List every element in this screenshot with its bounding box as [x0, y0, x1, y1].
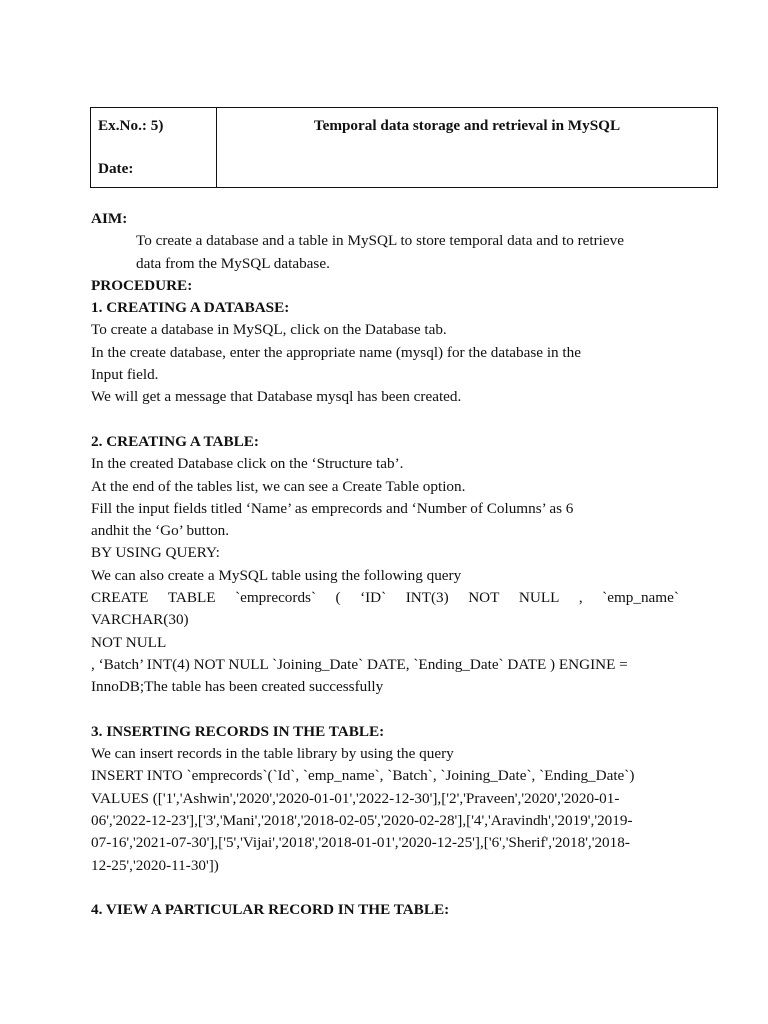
paragraph-line: Fill the input fields titled ‘Name’ as emprecords and ‘Number of Columns’ as 6	[91, 499, 574, 517]
exercise-date-label: Date:	[98, 160, 134, 177]
paragraph-line: In the created Database click on the ‘Structure tab’.	[91, 455, 404, 473]
procedure-heading: PROCEDURE:	[91, 276, 193, 294]
create-query-justified-line	[91, 587, 679, 609]
document-body	[91, 208, 721, 922]
query-subheading: BY USING QUERY:	[91, 544, 220, 562]
paragraph-line: Input field.	[91, 366, 159, 384]
aim-heading: AIM:	[91, 210, 128, 227]
query-word: ,	[578, 589, 583, 607]
query-word: NOT	[468, 589, 500, 607]
query-line: 12-25','2020-11-30'])	[91, 856, 219, 874]
paragraph-line: At the end of the tables list, we can see a Create Table option.	[91, 477, 466, 495]
query-line: 06','2022-12-23'],['3','Mani','2018','2018-02-05','2020-02-28'],['4','Aravindh','2019','2019-	[91, 812, 633, 830]
exercise-number: Ex.No.: 5)	[98, 117, 164, 134]
section-2-heading: 2. CREATING A TABLE:	[91, 432, 259, 450]
header-left-cell	[91, 108, 217, 187]
query-word: INT(3)	[405, 589, 449, 607]
query-line: 07-16','2021-07-30'],['5','Vijai','2018','2018-01-01','2020-12-25'],['6','Sherif','2018','2018-	[91, 834, 630, 852]
exercise-title: Temporal data storage and retrieval in MySQL	[313, 117, 621, 134]
paragraph-line: andhit the ‘Go’ button.	[91, 522, 230, 540]
query-line: InnoDB;The table has been created successfully	[91, 678, 384, 696]
query-line: VARCHAR(30)	[91, 611, 189, 629]
section-3-heading: 3. INSERTING RECORDS IN THE TABLE:	[91, 722, 385, 740]
section-4-heading: 4. VIEW A PARTICULAR RECORD IN THE TABLE:	[91, 901, 450, 919]
paragraph-spacer	[91, 699, 721, 721]
paragraph-spacer	[91, 409, 721, 431]
aim-text-line: data from the MySQL database.	[136, 254, 330, 272]
paragraph-line: We can insert records in the table library by using the query	[91, 745, 454, 763]
query-word: `emprecords`	[235, 589, 317, 607]
query-word: CREATE	[91, 589, 149, 607]
query-line: , ‘Batch’ INT(4) NOT NULL `Joining_Date` DATE, `Ending_Date` DATE ) ENGINE =	[91, 655, 628, 673]
query-line: NOT NULL	[91, 633, 167, 651]
paragraph-line: In the create database, enter the appropriate name (mysql) for the database in the	[91, 343, 581, 361]
query-line: INSERT INTO `emprecords`(`Id`, `emp_name`, `Batch`, `Joining_Date`, `Ending_Date`)	[91, 767, 635, 785]
query-word: (	[335, 589, 341, 607]
header-right-cell	[217, 108, 717, 187]
exercise-header-table	[90, 107, 718, 188]
paragraph-spacer	[91, 877, 721, 899]
aim-text-line: To create a database and a table in MySQL to store temporal data and to retrieve	[136, 232, 624, 250]
paragraph-line: We can also create a MySQL table using the following query	[91, 566, 462, 584]
query-word: `emp_name`	[602, 589, 679, 607]
query-word: TABLE	[167, 589, 216, 607]
paragraph-line: To create a database in MySQL, click on the Database tab.	[91, 321, 447, 339]
paragraph-line: We will get a message that Database mysql has been created.	[91, 388, 462, 406]
section-1-heading: 1. CREATING A DATABASE:	[91, 299, 290, 317]
query-line: VALUES (['1','Ashwin','2020','2020-01-01','2022-12-30'],['2','Praveen','2020','2020-01-	[91, 789, 620, 807]
query-word: NULL	[518, 589, 560, 607]
query-word: ‘ID`	[360, 589, 387, 607]
